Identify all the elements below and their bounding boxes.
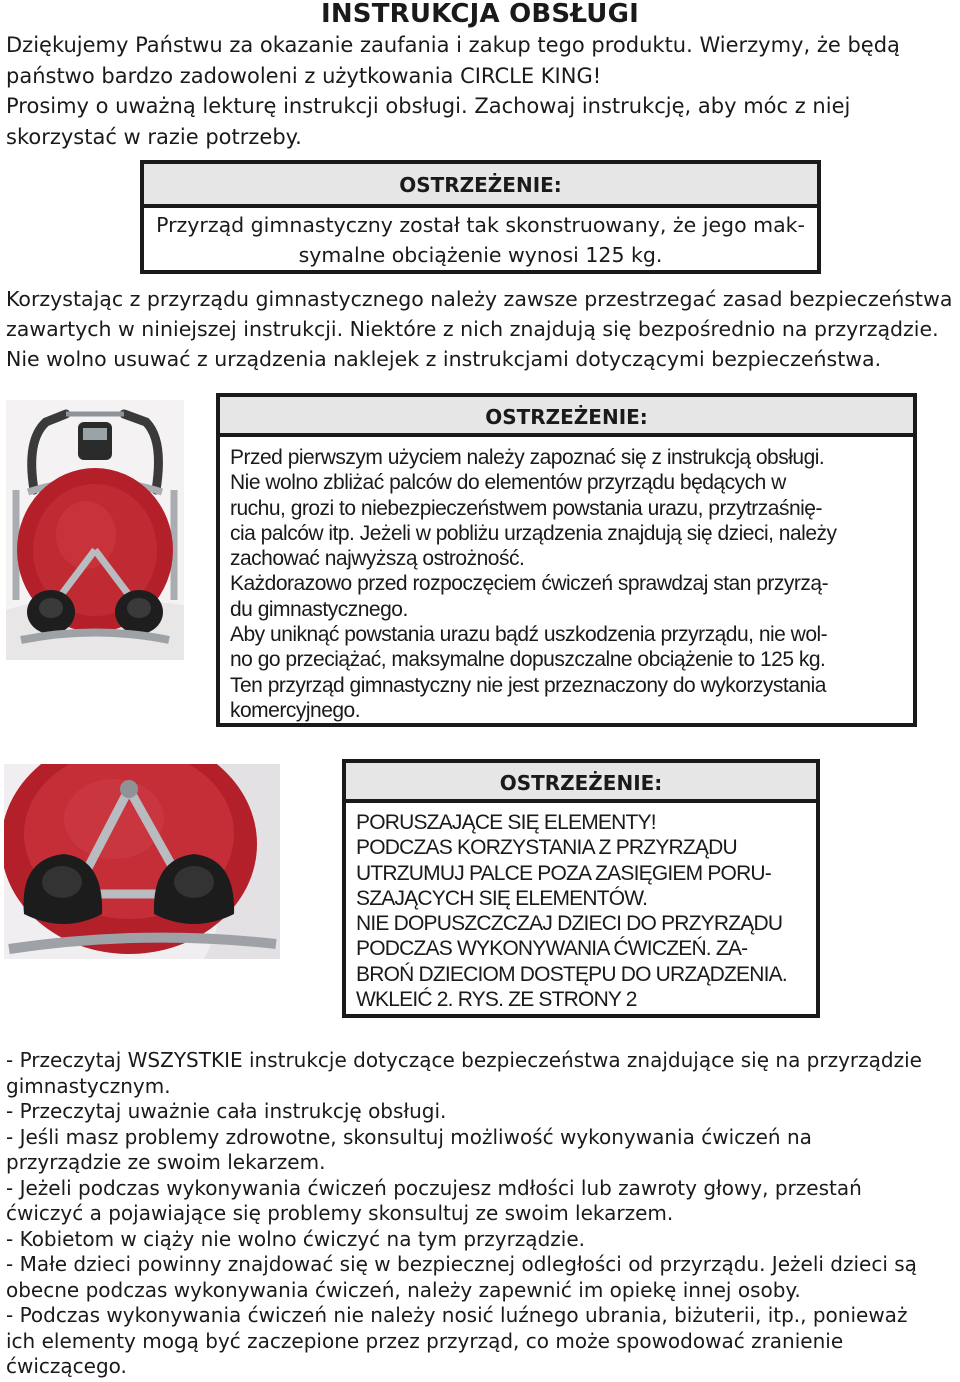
warning-line: ruchu, grozi to niebezpieczeństwem powstania urazu, przytrzaśnię- (230, 496, 822, 520)
warning-line: BROŃ DZIECIOM DOSTĘPU DO URZĄDZENIA. (356, 962, 787, 986)
paragraph-line: zawartych w niniejszej instrukcji. Niektóre z nich znajdują się bezpośrednio na przyrządzie. (6, 317, 939, 341)
intro-line: Prosimy o uważną lekturę instrukcji obsługi. Zachowaj instrukcję, aby móc z niej (6, 94, 851, 118)
warning-box-moving-parts (342, 759, 820, 1018)
intro-line: Dziękujemy Państwu za okazanie zaufania i zakup tego produktu. Wierzymy, że będą (6, 33, 900, 57)
warning-text (144, 208, 817, 270)
warning-line: PODCZAS WYKONYWANIA ĆWICZEŃ. ZA- (356, 937, 748, 961)
list-item: - Podczas wykonywania ćwiczeń nie należy nosić luźnego ubrania, biżuterii, itp., ponieważ (6, 1303, 908, 1327)
intro-line: skorzystać w razie potrzeby. (6, 124, 302, 149)
list-item: obecne podczas wykonywania ćwiczeń, należy zapewnić im opiekę innej osoby. (6, 1277, 801, 1302)
intro-paragraph (6, 30, 946, 152)
warning-line: du gimnastycznego. (230, 597, 408, 621)
safety-rules-paragraph (6, 284, 960, 374)
warning-line: PORUSZAJĄCE SIĘ ELEMENTY! (356, 811, 656, 834)
warning-line: zachować najwyższą ostrożność. (230, 547, 525, 571)
warning-line: komercyjnego. (230, 698, 361, 722)
warning-line: Nie wolno zbliżać palców do elementów przyrządu będących w (230, 471, 786, 495)
warning-text (220, 437, 913, 723)
page-title: INSTRUKCJA OBSŁUGI (320, 0, 640, 29)
warning-line: PODCZAS KORZYSTANIA Z PRZYRZĄDU (356, 836, 737, 860)
device-front-photo (6, 400, 184, 660)
warning-line: cia palców itp. Jeżeli w pobliżu urządzenia znajdują się dzieci, należy (230, 521, 837, 545)
list-item: - Przeczytaj uważnie cała instrukcję obsługi. (6, 1099, 447, 1123)
warning-heading: OSTRZEŻENIE: (220, 397, 913, 437)
warning-text (346, 803, 816, 1012)
warning-line: Aby uniknąć powstania urazu bądź uszkodzenia przyrządu, nie wol- (230, 623, 828, 647)
list-item: - Małe dzieci powinny znajdować się w bezpiecznej odległości od przyrządu. Jeżeli dzieci są (6, 1252, 917, 1276)
paragraph-line: Nie wolno usuwać z urządzenia naklejek z instrukcjami dotyczącymi bezpieczeństwa. (6, 347, 882, 371)
list-item: - Jeżeli podczas wykonywania ćwiczeń poczujesz mdłości lub zawroty głowy, przestań (6, 1175, 862, 1200)
device-closeup-photo (4, 764, 280, 959)
list-item: - Kobietom w ciąży nie wolno ćwiczyć na tym przyrządzie. (6, 1226, 585, 1251)
list-item: - Jeśli masz problemy zdrowotne, skonsultuj możliwość wykonywania ćwiczeń na (6, 1124, 812, 1149)
list-item: gimnastycznym. (6, 1073, 171, 1098)
list-item: - Przeczytaj WSZYSTKIE instrukcje dotyczące bezpieczeństwa znajdujące się na przyrządzie (6, 1048, 922, 1072)
safety-list (6, 1048, 960, 1380)
warning-box-max-load (140, 160, 821, 274)
warning-line: Każdorazowo przed rozpoczęciem ćwiczeń sprawdzaj stan przyrzą- (230, 572, 829, 596)
warning-line: Przyrząd gimnastyczny został tak skonstruowany, że jego mak- (156, 213, 805, 237)
paragraph-line: Korzystając z przyrządu gimnastycznego należy zawsze przestrzegać zasad bezpieczeństwa (6, 287, 953, 311)
warning-heading: OSTRZEŻENIE: (346, 763, 816, 803)
warning-line: SZAJĄCYCH SIĘ ELEMENTÓW. (356, 886, 648, 910)
warning-line: no go przeciążać, maksymalne dopuszczalne obciążenie to 125 kg. (230, 648, 826, 672)
list-item: ich elementy mogą być zaczepione przez przyrząd, co może spowodować zranienie (6, 1328, 844, 1353)
warning-line: Ten przyrząd gimnastyczny nie jest przeznaczony do wykorzystania (230, 673, 826, 697)
warning-box-instructions (216, 393, 917, 727)
warning-line: WKLEIĆ 2. RYS. ZE STRONY 2 (356, 988, 637, 1012)
list-item: przyrządzie ze swoim lekarzem. (6, 1150, 326, 1174)
warning-line: UTRZUMUJ PALCE POZA ZASIĘGIEM PORU- (356, 861, 771, 885)
warning-line: NIE DOPUSZCZCZAJ DZIECI DO PRZYRZĄDU (356, 912, 783, 936)
warning-line: Przed pierwszym użyciem należy zapoznać się z instrukcją obsługi. (230, 446, 825, 469)
warning-line: symalne obciążenie wynosi 125 kg. (298, 243, 663, 267)
warning-heading: OSTRZEŻENIE: (144, 164, 817, 208)
list-item: ćwiczącego. (6, 1354, 127, 1378)
list-item: ćwiczyć a pojawiające się problemy skonsultuj ze swoim lekarzem. (6, 1201, 674, 1225)
intro-line: państwo bardzo zadowoleni z użytkowania CIRCLE KING! (6, 63, 602, 88)
